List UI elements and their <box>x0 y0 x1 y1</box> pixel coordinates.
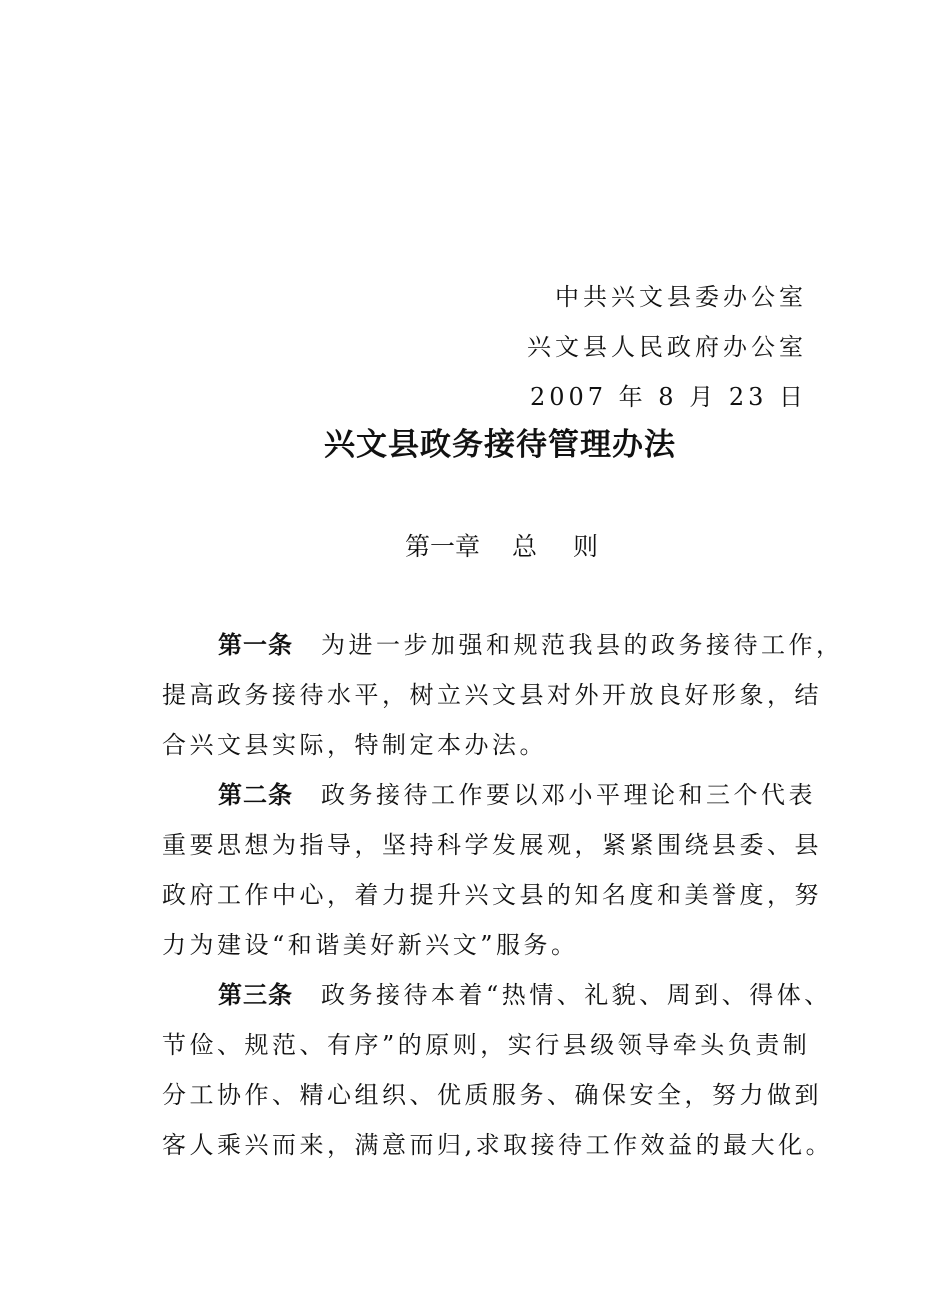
article-line: 节俭、规范、有序”的原则，实行县级领导牵头负责制 <box>162 1031 811 1059</box>
article-label: 第三条 <box>218 981 293 1009</box>
article-label: 第二条 <box>218 781 293 809</box>
article-line: 客人乘兴而来，满意而归,求取接待工作效益的最大化。 <box>162 1131 834 1159</box>
article-line: 重要思想为指导，坚持科学发展观，紧紧围绕县委、县 <box>162 831 822 859</box>
chapter-name-part-2: 则 <box>573 532 599 561</box>
chapter-number: 第一章 <box>405 532 481 561</box>
article-line <box>218 980 832 1010</box>
article-label: 第一条 <box>218 631 293 659</box>
chapter-name-part-1: 总 <box>512 532 538 561</box>
article-text: 为进一步加强和规范我县的政务接待工作， <box>321 631 844 659</box>
article-text: 政务接待本着“热情、礼貌、周到、得体、 <box>321 981 832 1009</box>
issuer-party-office: 中共兴文县委办公室 <box>555 283 807 311</box>
article-line: 力为建设“和谐美好新兴文”服务。 <box>162 931 579 959</box>
issue-date: 2007 年 8 月 23 日 <box>529 383 807 411</box>
article-line: 提高政务接待水平，树立兴文县对外开放良好形象，结 <box>162 681 822 709</box>
document-title: 兴文县政务接待管理办法 <box>324 427 676 463</box>
article-line: 政府工作中心，着力提升兴文县的知名度和美誉度，努 <box>162 881 822 909</box>
article-line <box>218 780 816 810</box>
article-line: 分工协作、精心组织、优质服务、确保安全，努力做到 <box>162 1081 822 1109</box>
article-line <box>218 630 844 660</box>
issuer-government-office: 兴文县人民政府办公室 <box>527 333 807 361</box>
article-line: 合兴文县实际，特制定本办法。 <box>162 731 547 759</box>
article-text: 政务接待工作要以邓小平理论和三个代表 <box>321 781 816 809</box>
chapter-heading <box>405 530 598 564</box>
